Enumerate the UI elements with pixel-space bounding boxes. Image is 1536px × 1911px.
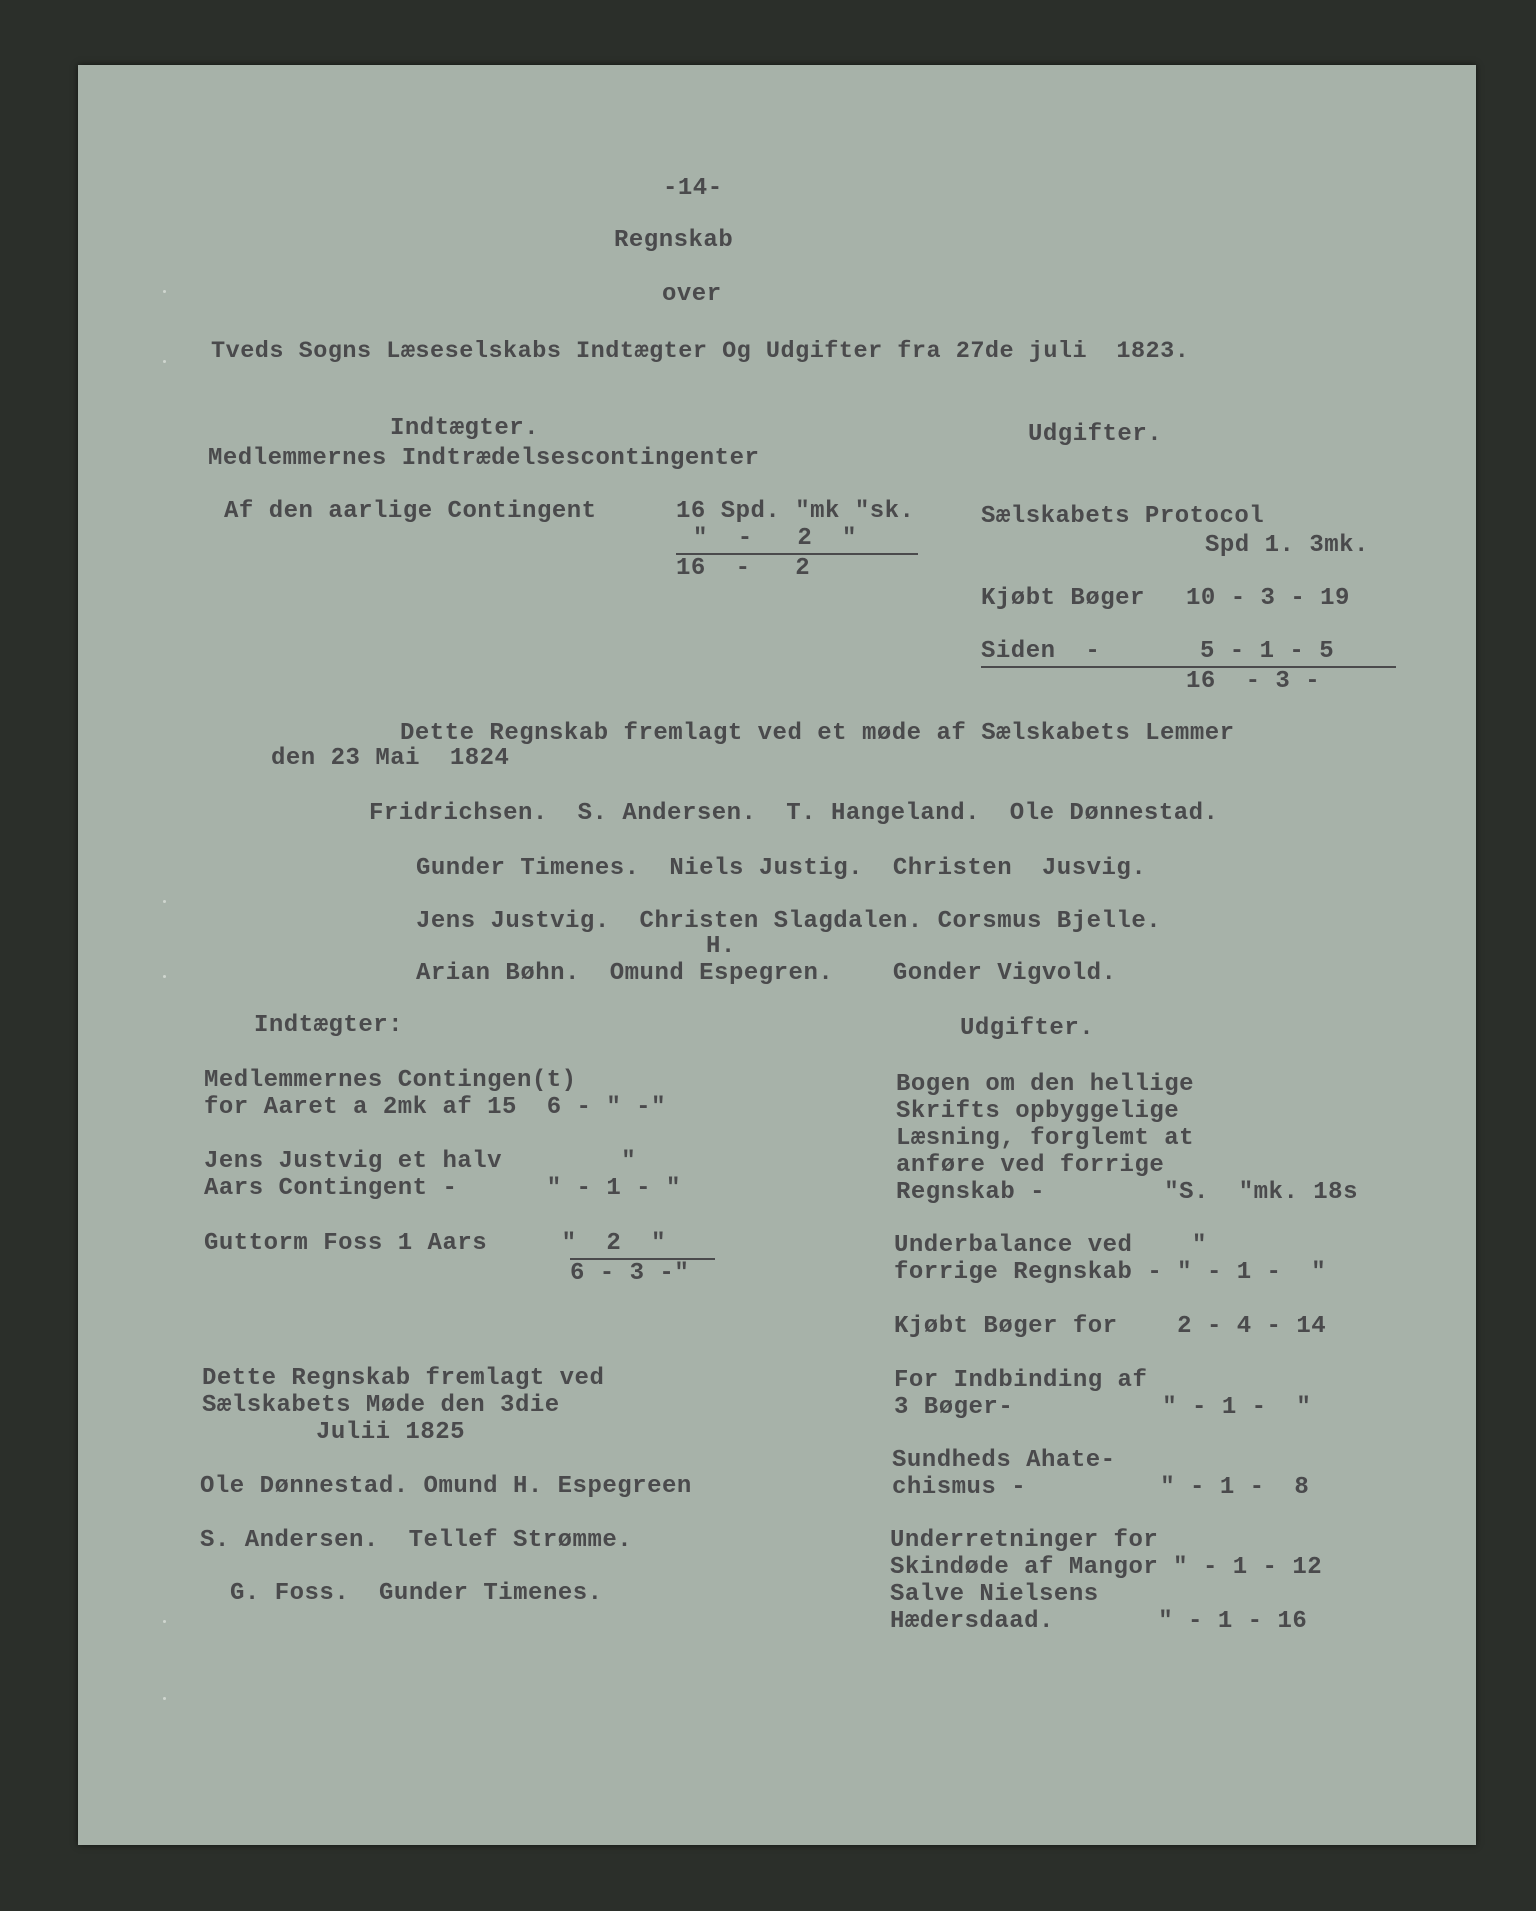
sec1-presented-line2: den 23 Mai 1824	[271, 745, 510, 772]
sec2-expense-header: Udgifter.	[960, 1015, 1095, 1042]
pin-hole	[163, 290, 166, 293]
sec2-expense-item-6-line1: Underretninger for	[890, 1527, 1159, 1554]
sec2-expense-item-1-line4: anføre ved forrige	[896, 1152, 1165, 1179]
sec2-expense-item-2-line1: Underbalance ved "	[894, 1232, 1207, 1259]
sec1-signatures-row4: Arian Bøhn. Omund Espegren. Gonder Vigvold.	[416, 960, 1117, 987]
pin-hole	[163, 975, 166, 978]
sec2-income-total: 6 - 3 -"	[570, 1260, 690, 1287]
pin-hole	[163, 360, 166, 363]
page-number: -14-	[663, 175, 723, 202]
sec2-presented-line1: Dette Regnskab fremlagt ved	[202, 1365, 605, 1392]
sec2-income-item-2-line2: Aars Contingent - " - 1 - "	[204, 1175, 681, 1202]
sec1-contingent-label: Af den aarlige Contingent	[224, 498, 597, 525]
sec1-protocol-value: Spd 1. 3mk.	[1205, 532, 1369, 559]
sec2-expense-item-3-line1: Kjøbt Bøger for 2 - 4 - 14	[894, 1313, 1327, 1340]
sec1-books-value: 10 - 3 - 19	[1186, 585, 1350, 612]
sec1-signatures-row3: Jens Justvig. Christen Slagdalen. Corsmus Bjelle.	[416, 908, 1162, 935]
sec2-expense-item-1-line3: Læsning, forglemt at	[896, 1125, 1195, 1152]
sec2-presented-line2: Sælskabets Møde den 3die	[202, 1392, 560, 1419]
sec2-expense-item-2-line2: forrige Regnskab - " - 1 - "	[894, 1259, 1327, 1286]
sec1-contingent-line1: 16 Spd. "mk "sk.	[676, 498, 915, 525]
sec2-expense-item-6-line4: Hædersdaad. " - 1 - 16	[890, 1608, 1308, 1635]
document-page	[78, 65, 1476, 1845]
sec2-income-item-2-line1: Jens Justvig et halv "	[204, 1148, 637, 1175]
sec1-books-label: Kjøbt Bøger	[981, 585, 1145, 612]
sec2-expense-item-1-line1: Bogen om den hellige	[896, 1071, 1195, 1098]
sec1-presented-line1: Dette Regnskab fremlagt ved et møde af Sælskabets Lemmer	[400, 720, 1235, 747]
sec1-expense-header: Udgifter.	[1028, 421, 1163, 448]
sec2-expense-item-1-line5: Regnskab - "S. "mk. 18s	[896, 1179, 1358, 1206]
sec2-expense-item-4-line1: For Indbinding af	[894, 1367, 1148, 1394]
sec2-income-header: Indtægter:	[254, 1012, 404, 1039]
sec1-protocol-label: Sælskabets Protocol	[981, 503, 1265, 530]
sec1-signatures-row2: Gunder Timenes. Niels Justig. Christen Jusvig.	[416, 855, 1147, 882]
sec2-income-item-1-line2: for Aaret a 2mk af 15 6 - " -"	[204, 1094, 666, 1121]
document-over: over	[662, 281, 722, 308]
pin-hole	[163, 900, 166, 903]
sec2-expense-item-5-line1: Sundheds Ahate-	[892, 1447, 1116, 1474]
sec2-income-item-1-line1: Medlemmernes Contingen(t)	[204, 1067, 577, 1094]
sec1-expense-total: 16 - 3 -	[1186, 668, 1321, 695]
sec2-income-item-3-line1: Guttorm Foss 1 Aars " 2 "	[204, 1230, 666, 1257]
sec2-expense-item-1-line2: Skrifts opbyggelige	[896, 1098, 1180, 1125]
sec2-expense-item-6-line2: Skindøde af Mangor " - 1 - 12	[890, 1554, 1323, 1581]
sec1-siden-value: 5 - 1 - 5	[1200, 638, 1335, 665]
sec2-expense-item-6-line3: Salve Nielsens	[890, 1581, 1099, 1608]
sec2-signature-2: S. Andersen. Tellef Strømme.	[200, 1527, 633, 1554]
sec2-expense-item-5-line2: chismus - " - 1 - 8	[892, 1474, 1310, 1501]
pin-hole	[163, 1620, 166, 1623]
sec1-income-header: Indtægter.	[390, 415, 540, 442]
sec1-income-total: 16 - 2	[676, 555, 811, 582]
sec2-signature-3: G. Foss. Gunder Timenes.	[230, 1580, 603, 1607]
pin-hole	[163, 1697, 166, 1700]
document-title: Regnskab	[614, 227, 734, 254]
sec1-signatures-row1: Fridrichsen. S. Andersen. T. Hangeland. Ole Dønnestad.	[369, 800, 1219, 827]
sec1-signatures-mark: H.	[706, 933, 736, 960]
sec1-income-sub: Medlemmernes Indtrædelsescontingenter	[208, 445, 760, 472]
sec2-presented-line3: Julii 1825	[316, 1419, 466, 1446]
document-subtitle: Tveds Sogns Læseselskabs Indtægter Og Udgifter fra 27de juli 1823.	[211, 338, 1190, 365]
sec1-siden-label: Siden -	[981, 638, 1101, 665]
sec1-contingent-line2: " - 2 "	[693, 525, 857, 552]
sec2-signature-1: Ole Dønnestad. Omund H. Espegreen	[200, 1473, 692, 1500]
sec2-expense-item-4-line2: 3 Bøger- " - 1 - "	[894, 1394, 1312, 1421]
